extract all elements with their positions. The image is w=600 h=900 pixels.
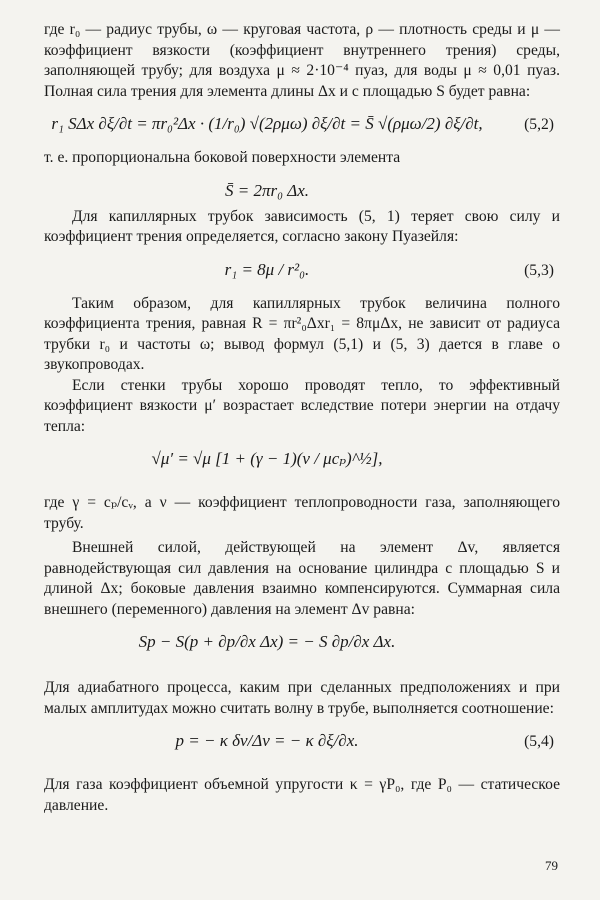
formula-5-3-expression: r₁ = 8μ / r²₀. bbox=[224, 259, 310, 279]
formula-5-3-number: (5,3) bbox=[524, 261, 554, 279]
paragraph-1: где r₀ — радиус трубы, ω — круговая частота, ρ — плотность среды и μ — коэффициент вязкости (коэффициент внутреннего трения) среды, заполняющей трубу; для воздуха μ ≈ 2·10⁻⁴ пуаз, для воды μ ≈ 0,01 пуаз. Полная сила трения для элемента длины Δx и с площадью S будет равна: bbox=[44, 21, 560, 100]
paragraph-6: где γ = cₚ/cᵥ, а ν — коэффициент теплопроводности газа, заполняющего трубу. bbox=[44, 494, 560, 532]
page-number: 79 bbox=[545, 858, 558, 873]
paragraph-8: Для адиабатного процесса, каким при сделанных предположениях и при малых амплитудах можно считать волну в трубе, выполняется соотношение: bbox=[44, 679, 560, 717]
formula-viscosity-expression: √μ′ = √μ [1 + (γ − 1)(ν / μcₚ)^½], bbox=[151, 449, 383, 468]
paragraph-9: Для газа коэффициент объемной упругости κ = γP₀, где P₀ — статическое давление. bbox=[44, 776, 560, 814]
paragraph-5: Если стенки трубы хорошо проводят тепло, то эффективный коэффициент вязкости μ′ возрастает вследствие потери энергии на отдачу тепла: bbox=[44, 376, 560, 435]
paragraph-3: Для капиллярных трубок зависимость (5, 1) теряет свою силу и коэффициент трения определяется, согласно закону Пуазейля: bbox=[44, 207, 560, 245]
formula-external-force-expression: Sp − S(p + ∂p/∂x Δx) = − S ∂p/∂x Δx. bbox=[138, 632, 396, 651]
paragraph-2: т. е. пропорциональна боковой поверхности элемента bbox=[44, 149, 401, 166]
formula-area-expression: S̄ = 2πr₀ Δx. bbox=[224, 180, 310, 200]
formula-5-3 bbox=[44, 248, 560, 294]
formula-5-4-expression: p = − κ δv/Δv = − κ ∂ξ/∂x. bbox=[175, 731, 359, 750]
formula-5-2 bbox=[44, 102, 560, 148]
formula-5-4 bbox=[44, 719, 560, 775]
formula-area bbox=[44, 169, 560, 207]
paragraph-4: Таким образом, для капиллярных трубок величина полного коэффициента трения, равная R = πr²₀Δxr₁ = 8πμΔx, не зависит от радиуса трубки r₀ и частоты ω; вывод формул (5,1) и (5, 3) дается в главе о звукопроводах. bbox=[44, 294, 560, 373]
formula-external-force bbox=[44, 620, 560, 678]
formula-viscosity bbox=[44, 437, 560, 493]
formula-5-4-number: (5,4) bbox=[524, 733, 554, 750]
formula-5-2-number: (5,2) bbox=[524, 116, 554, 133]
formula-5-2-expression: r₁ SΔx ∂ξ/∂t = πr₀²Δx · (1/r₀) √(2ρμω) ∂ξ/∂t = S̄ √(ρμω/2) ∂ξ/∂t, bbox=[51, 114, 483, 133]
paragraph-7: Внешней силой, действующей на элемент Δv, является равнодействующая сил давления на основание цилиндра с площадью S и длиной Δx; боковые давления взаимно компенсируются. Суммарная сила внешнего (переменного) давления на элемент Δv равна: bbox=[44, 539, 560, 618]
